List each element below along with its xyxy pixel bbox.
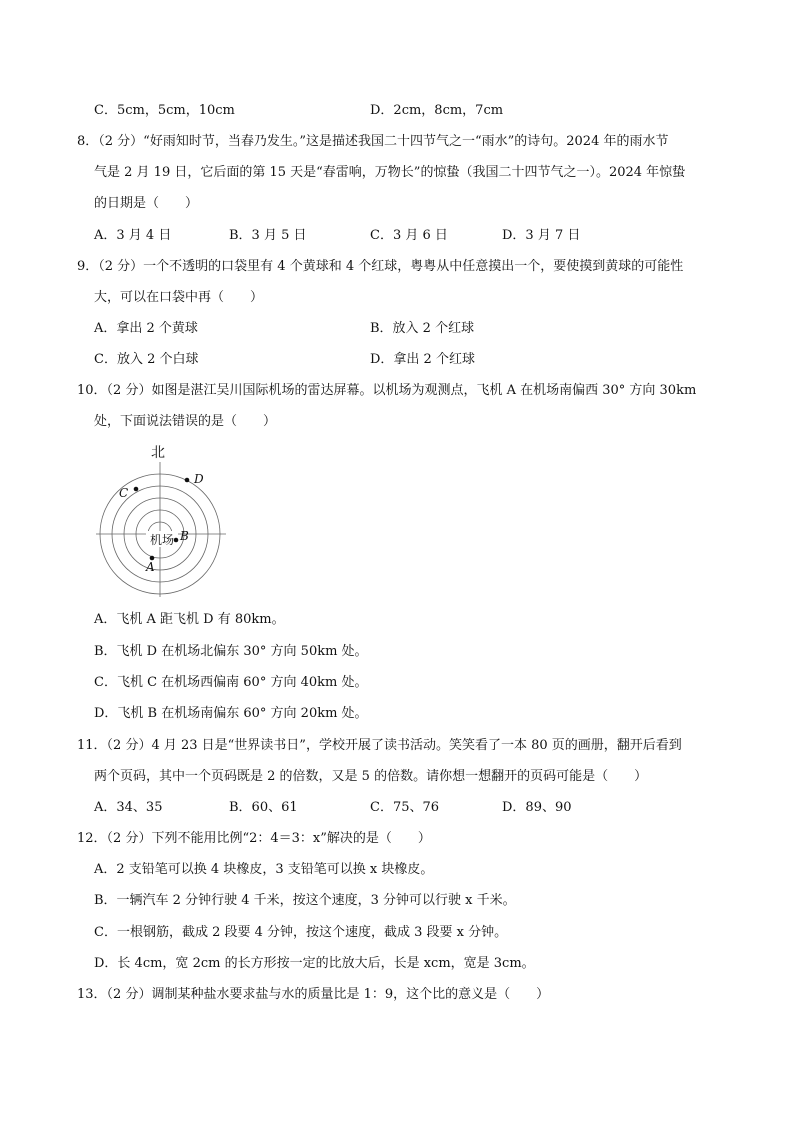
q12-option-c: C．一根钢筋，截成 2 段要 4 分钟，按这个速度，截成 3 段要 x 分钟。: [94, 925, 508, 940]
q13-stem-line1: 13．（2 分）调制某种盐水要求盐与水的质量比是 1：9，这个比的意义是（ ）: [77, 987, 550, 1002]
q11-option-a: A．34、35: [94, 800, 163, 815]
q10-stem-line1: 10．（2 分）如图是湛江吴川国际机场的雷达屏幕。以机场为观测点，飞机 A 在机场南偏西 30° 方向 30km: [77, 383, 697, 398]
q7-option-d: D．2cm，8cm，7cm: [370, 103, 504, 118]
q11-option-c: C．75、76: [370, 800, 440, 815]
q10-option-b: B．飞机 D 在机场北偏东 30° 方向 50km 处。: [94, 644, 368, 659]
point-d-dot: [185, 478, 190, 483]
q9-option-c: C．放入 2 个白球: [94, 352, 199, 367]
point-a-label: A: [146, 560, 155, 574]
radar-center-label: 机场: [149, 533, 175, 547]
q8-stem-line2: 气是 2 月 19 日，它后面的第 15 天是“春雷响，万物长”的惊蛰（我国二十四节气之一）。2024 年惊蛰: [94, 165, 686, 180]
point-c-label: C: [119, 486, 129, 500]
q10-option-a: A．飞机 A 距飞机 D 有 80km。: [94, 612, 285, 627]
point-c-dot: [134, 487, 139, 492]
radar-north-label: 北: [151, 445, 165, 461]
point-b-label: B: [180, 529, 189, 543]
q9-option-b: B．放入 2 个红球: [370, 321, 475, 336]
q10-option-c: C．飞机 C 在机场西偏南 60° 方向 40km 处。: [94, 675, 368, 690]
q8-option-c: C．3 月 6 日: [370, 228, 448, 243]
q9-option-a: A．拿出 2 个黄球: [94, 321, 198, 336]
q9-stem-line1: 9．（2 分）一个不透明的口袋里有 4 个黄球和 4 个红球，粤粤从中任意摸出一个，要使摸到黄球的可能性: [77, 259, 684, 274]
q10-stem-line2: 处，下面说法错误的是（ ）: [94, 414, 277, 429]
q9-option-d: D．拿出 2 个红球: [370, 352, 475, 367]
point-d-label: D: [194, 472, 204, 486]
q12-option-d: D．长 4cm，宽 2cm 的长方形按一定的比放大后，长是 xcm，宽是 3cm。: [94, 956, 535, 971]
radar-figure: [96, 440, 234, 598]
q11-option-d: D．89、90: [502, 800, 572, 815]
point-b-dot: [174, 538, 179, 543]
q7-option-c: C．5cm，5cm，10cm: [94, 103, 235, 118]
q8-option-b: B．3 月 5 日: [229, 228, 307, 243]
q8-stem-line3: 的日期是（ ）: [94, 196, 199, 211]
q11-stem-line2: 两个页码，其中一个页码既是 2 的倍数，又是 5 的倍数。请你想一想翻开的页码可能是（ ）: [94, 769, 648, 784]
q12-stem-line1: 12．（2 分）下列不能用比例“2：4＝3：x”解决的是（ ）: [77, 831, 431, 846]
q10-option-d: D．飞机 B 在机场南偏东 60° 方向 20km 处。: [94, 706, 368, 721]
q8-stem-line1: 8．（2 分）“好雨知时节，当春乃发生。”这是描述我国二十四节气之一“雨水”的诗句。2024 年的雨水节: [77, 134, 669, 149]
q9-stem-line2: 大，可以在口袋中再（ ）: [94, 290, 264, 305]
q8-option-a: A．3 月 4 日: [94, 228, 172, 243]
q12-option-a: A．2 支铅笔可以换 4 块橡皮，3 支铅笔可以换 x 块橡皮。: [94, 862, 434, 877]
q11-option-b: B．60、61: [229, 800, 298, 815]
q12-option-b: B．一辆汽车 2 分钟行驶 4 千米，按这个速度，3 分钟可以行驶 x 千米。: [94, 893, 516, 908]
q8-option-d: D．3 月 7 日: [502, 228, 581, 243]
q11-stem-line1: 11．（2 分）4 月 23 日是“世界读书日”，学校开展了读书活动。笑笑看了一本 80 页的画册，翻开后看到: [77, 738, 682, 753]
